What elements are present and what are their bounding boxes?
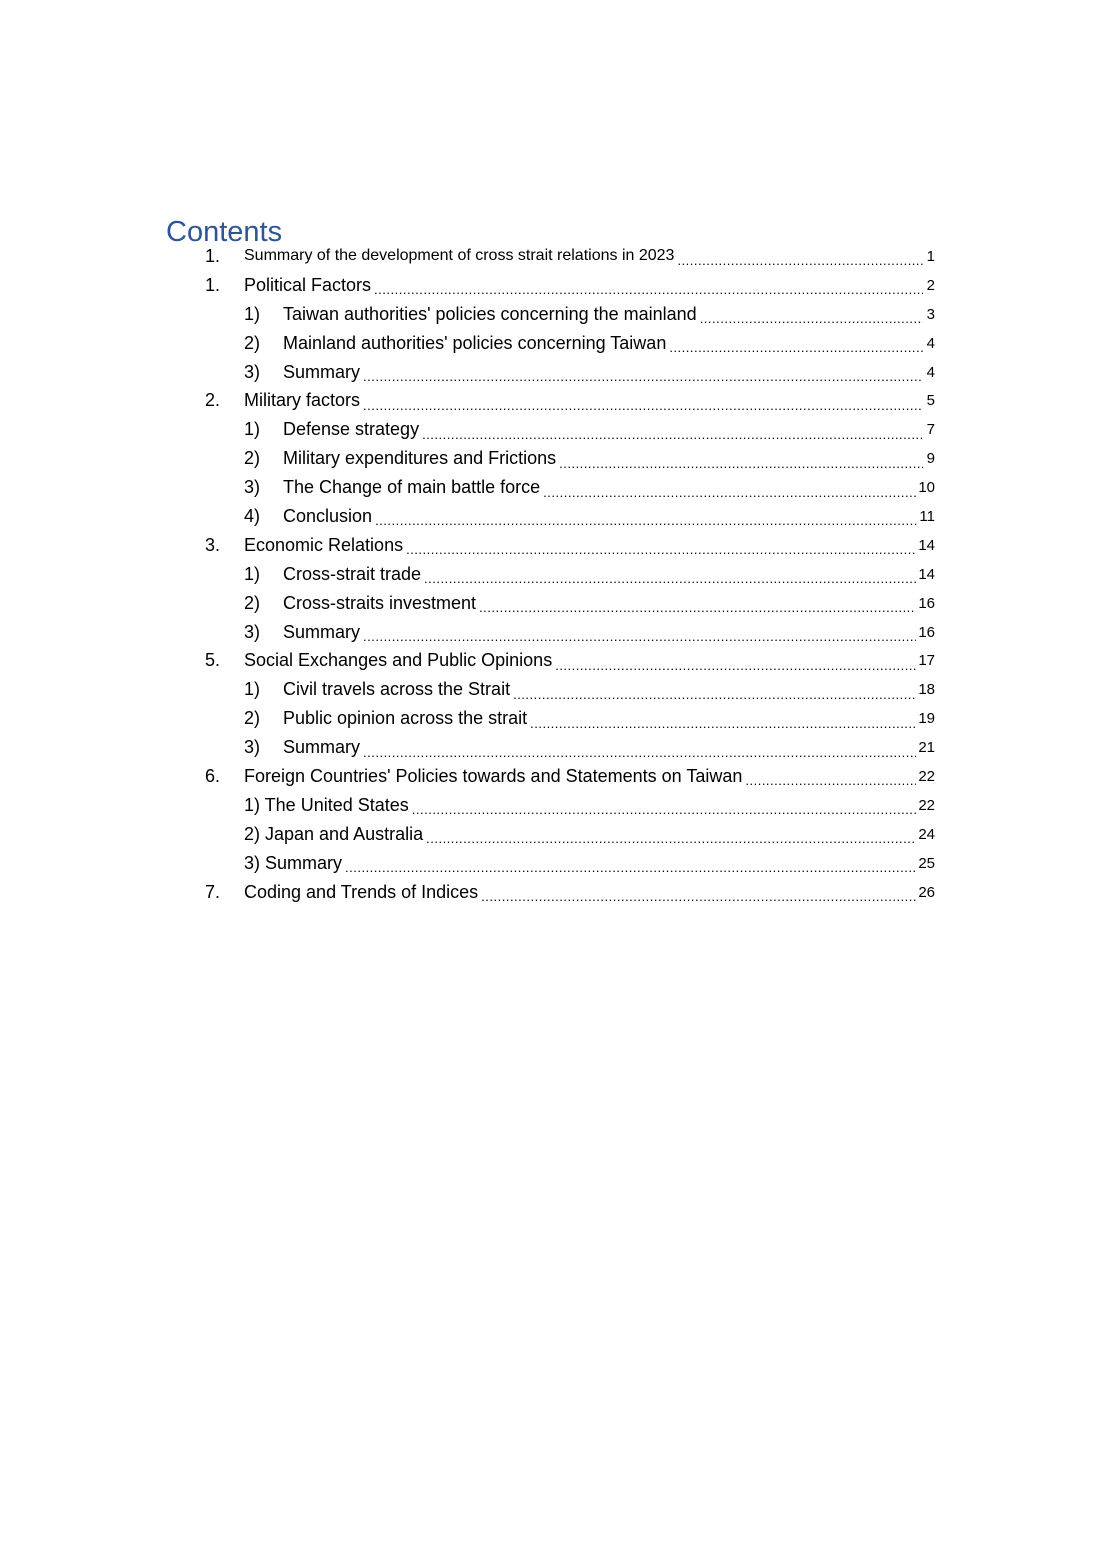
toc-entry-title: Taiwan authorities' policies concerning the mainland — [283, 303, 697, 324]
toc-entry[interactable] — [205, 704, 935, 733]
toc-entry-number: 2. — [205, 390, 221, 411]
toc-entry-title: Summary — [283, 737, 361, 758]
toc-entry[interactable] — [205, 646, 935, 675]
toc-entry-number: 3) — [244, 361, 261, 382]
toc-entry-number: 3) — [244, 737, 261, 758]
toc-entry-page-number: 2 — [926, 276, 935, 294]
toc-entry[interactable] — [205, 675, 935, 704]
toc-entry-title: Economic Relations — [244, 534, 404, 555]
toc-dot-leader — [363, 625, 916, 643]
toc-entry-number: 4) — [244, 505, 261, 526]
toc-dot-leader — [669, 336, 923, 354]
toc-entry-number: 3) — [244, 477, 261, 498]
toc-entry-number: 6. — [205, 765, 221, 786]
toc-dot-leader — [374, 278, 923, 296]
toc-entry-number: 1) — [244, 419, 261, 440]
toc-entry-number: 1. — [205, 245, 221, 266]
toc-entry-page-number: 11 — [919, 507, 935, 525]
toc-entry-title: Military factors — [244, 390, 361, 411]
toc-entry-page-number: 26 — [918, 883, 935, 901]
toc-entry[interactable] — [205, 589, 935, 618]
toc-entry[interactable] — [205, 271, 935, 300]
toc-dot-leader — [422, 423, 923, 441]
toc-dot-leader — [513, 683, 916, 701]
toc-entry-number: 1) — [244, 563, 261, 584]
toc-entry-page-number: 7 — [926, 421, 935, 439]
toc-entry-title: 3) Summary — [244, 852, 343, 873]
toc-entry[interactable] — [205, 386, 935, 415]
toc-entry[interactable] — [205, 733, 935, 762]
toc-entry-title: Summary — [283, 621, 361, 642]
toc-dot-leader — [543, 481, 916, 499]
toc-entry-page-number: 4 — [926, 363, 935, 381]
toc-entry[interactable] — [205, 473, 935, 502]
toc-entry-title: Coding and Trends of Indices — [244, 881, 479, 902]
toc-entry-title: Summary of the development of cross strait relations in 2023 — [244, 247, 675, 265]
toc-entry[interactable] — [205, 329, 935, 358]
toc-entry-page-number: 24 — [918, 825, 935, 843]
toc-entry-title: 2) Japan and Australia — [244, 823, 424, 844]
toc-dot-leader — [700, 307, 923, 325]
toc-dot-leader — [363, 394, 923, 412]
toc-entry-number: 2) — [244, 448, 261, 469]
toc-entry[interactable] — [205, 791, 935, 820]
toc-dot-leader — [412, 798, 917, 816]
toc-dot-leader — [745, 769, 916, 787]
toc-entry[interactable] — [205, 502, 935, 531]
toc-entry[interactable] — [205, 849, 935, 878]
toc-entry-page-number: 16 — [918, 623, 935, 641]
toc-entry[interactable] — [205, 531, 935, 560]
toc-entry-number: 2) — [244, 332, 261, 353]
toc-entry-title: Foreign Countries' Policies towards and Statements on Taiwan — [244, 765, 743, 786]
toc-entry-page-number: 10 — [918, 479, 935, 497]
toc-entry-title: Mainland authorities' policies concerning Taiwan — [283, 332, 667, 353]
toc-entry-title: Civil travels across the Strait — [283, 679, 511, 700]
toc-entry-number: 3. — [205, 534, 221, 555]
toc-entry-title: Social Exchanges and Public Opinions — [244, 650, 553, 671]
toc-entry[interactable] — [205, 444, 935, 473]
toc-entry-title: Cross-straits investment — [283, 592, 477, 613]
toc-entry-page-number: 4 — [926, 334, 935, 352]
toc-entry-page-number: 14 — [918, 565, 935, 583]
toc-entry-page-number: 22 — [918, 767, 935, 785]
toc-entry-number: 3) — [244, 621, 261, 642]
toc-entry-page-number: 25 — [918, 854, 935, 872]
toc-entry-page-number: 17 — [918, 652, 935, 670]
toc-entry-page-number: 16 — [918, 594, 935, 612]
toc-entry[interactable] — [205, 358, 935, 387]
toc-entry[interactable] — [205, 820, 935, 849]
toc-entry-number: 2) — [244, 592, 261, 613]
table-of-contents — [205, 242, 935, 906]
toc-entry-page-number: 18 — [918, 681, 935, 699]
toc-entry-number: 5. — [205, 650, 221, 671]
toc-entry-number: 7. — [205, 881, 221, 902]
toc-entry-title: Conclusion — [283, 505, 373, 526]
toc-entry-title: The Change of main battle force — [283, 477, 541, 498]
toc-entry-number: 1) — [244, 303, 261, 324]
toc-entry-title: Defense strategy — [283, 419, 420, 440]
toc-entry-title: Political Factors — [244, 274, 372, 295]
toc-entry[interactable] — [205, 762, 935, 791]
toc-entry-page-number: 21 — [918, 739, 935, 757]
toc-dot-leader — [530, 712, 916, 730]
toc-dot-leader — [406, 538, 916, 556]
toc-entry[interactable] — [205, 300, 935, 329]
toc-entry[interactable] — [205, 242, 935, 271]
toc-dot-leader — [555, 654, 916, 672]
toc-dot-leader — [363, 741, 916, 759]
toc-entry-page-number: 19 — [918, 710, 935, 728]
toc-entry-title: Summary — [283, 361, 361, 382]
toc-entry-title: Military expenditures and Frictions — [283, 448, 557, 469]
toc-entry-number: 1. — [205, 274, 221, 295]
toc-entry-page-number: 1 — [926, 247, 935, 265]
toc-entry[interactable] — [205, 618, 935, 647]
toc-entry-page-number: 9 — [926, 450, 935, 468]
page-title: Contents — [166, 216, 283, 249]
toc-dot-leader — [345, 856, 916, 874]
toc-entry-page-number: 5 — [926, 392, 935, 410]
toc-dot-leader — [375, 509, 917, 527]
toc-entry-number: 1) — [244, 679, 261, 700]
toc-entry-title: Cross-strait trade — [283, 563, 422, 584]
toc-entry-page-number: 14 — [918, 536, 935, 554]
toc-entry[interactable] — [205, 878, 935, 907]
toc-dot-leader — [677, 249, 923, 267]
toc-entry-title: Public opinion across the strait — [283, 708, 528, 729]
toc-dot-leader — [479, 596, 916, 614]
toc-entry-number: 2) — [244, 708, 261, 729]
toc-entry[interactable] — [205, 560, 935, 589]
toc-dot-leader — [426, 827, 916, 845]
toc-dot-leader — [481, 885, 916, 903]
toc-entry[interactable] — [205, 415, 935, 444]
toc-entry-page-number: 3 — [926, 305, 935, 323]
toc-dot-leader — [559, 452, 923, 470]
toc-dot-leader — [363, 365, 923, 383]
toc-dot-leader — [424, 567, 916, 585]
toc-entry-title: 1) The United States — [244, 794, 409, 815]
toc-entry-page-number: 22 — [918, 796, 935, 814]
